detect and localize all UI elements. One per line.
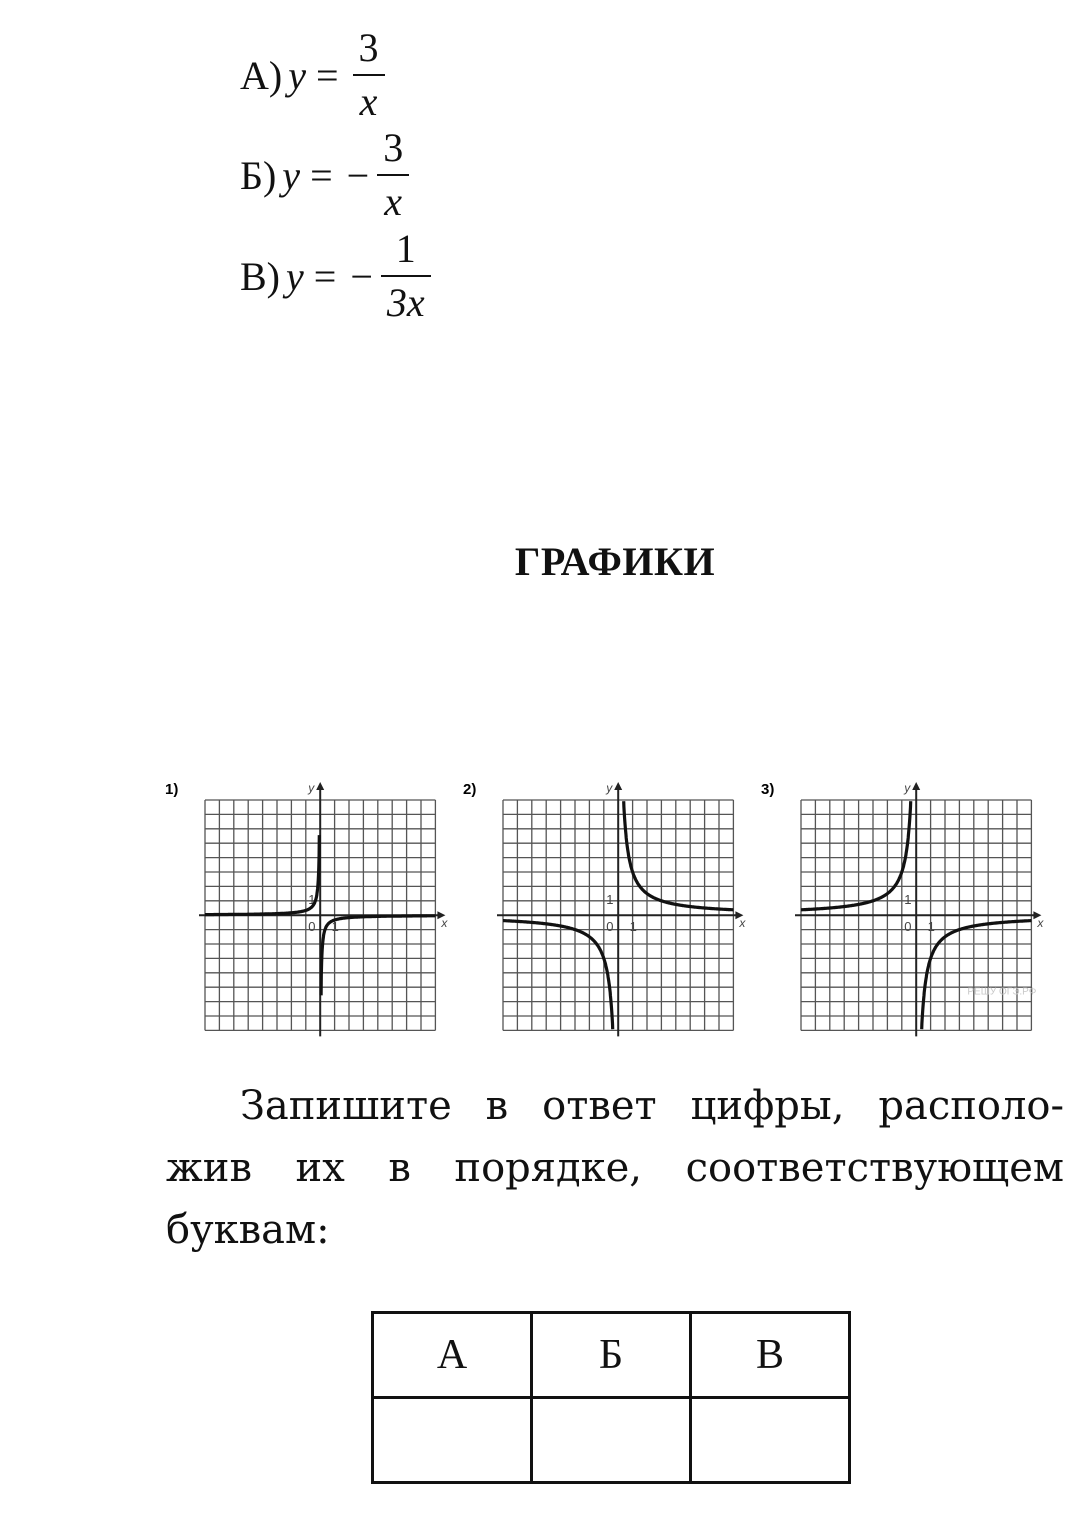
formula-variable: y bbox=[288, 52, 306, 98]
graph-number-label: 1) bbox=[165, 781, 179, 798]
graph-3 bbox=[761, 781, 1044, 1036]
formula-variable: y bbox=[286, 253, 304, 299]
watermark: РЕШУ ОГЭ.РФ bbox=[967, 986, 1037, 998]
y-unit-label: 1 bbox=[904, 891, 912, 907]
formula-equals: = bbox=[310, 152, 333, 198]
graph-2 bbox=[463, 781, 746, 1036]
section-heading: ГРАФИКИ bbox=[514, 539, 716, 584]
answer-header-a: А bbox=[373, 1313, 532, 1398]
formula-equals: = bbox=[315, 52, 339, 98]
formula-a bbox=[240, 27, 385, 123]
answer-cell-v[interactable] bbox=[691, 1398, 850, 1483]
y-unit-label: 1 bbox=[606, 891, 614, 907]
formula-label: Б) bbox=[240, 152, 277, 198]
formula-variable: y bbox=[282, 152, 301, 198]
origin-label: 0 bbox=[904, 919, 912, 935]
formula-label: А) bbox=[240, 52, 283, 98]
y-axis-label: y bbox=[606, 781, 613, 795]
formula-v bbox=[240, 228, 431, 324]
formula-fraction bbox=[353, 25, 385, 124]
instruction-text: Запишите в ответ цифры, располо-жив их в порядке, соответствующем буквам: bbox=[166, 1083, 1064, 1253]
graphs-row bbox=[160, 770, 1060, 1040]
fraction-denominator: 3x bbox=[386, 280, 425, 325]
formula-minus-sign: − bbox=[346, 152, 370, 198]
formula-fraction bbox=[377, 125, 409, 224]
formula-b bbox=[240, 127, 409, 223]
formula-fraction bbox=[381, 226, 431, 325]
graph-1 bbox=[165, 781, 448, 1036]
x-axis-label: x bbox=[1037, 916, 1044, 931]
x-unit-label: 1 bbox=[629, 919, 637, 935]
hyperbola-branch-2 bbox=[624, 801, 734, 910]
graph-number-label: 3) bbox=[761, 781, 775, 798]
fraction-numerator: 3 bbox=[358, 25, 379, 70]
y-axis-arrow bbox=[912, 782, 920, 790]
answer-table-input-row bbox=[373, 1398, 850, 1483]
formula-label: В) bbox=[240, 253, 280, 299]
hyperbola-branch-1 bbox=[801, 801, 911, 910]
hyperbola-branch-1 bbox=[503, 921, 613, 1030]
y-axis-label: y bbox=[308, 781, 315, 795]
answer-header-v: В bbox=[691, 1313, 850, 1398]
x-axis-label: x bbox=[441, 916, 448, 931]
y-axis-arrow bbox=[316, 782, 324, 790]
fraction-numerator: 3 bbox=[383, 125, 404, 170]
y-axis-label: y bbox=[904, 781, 911, 795]
origin-label: 0 bbox=[308, 919, 316, 935]
x-unit-label: 1 bbox=[331, 919, 339, 935]
answer-cell-a[interactable] bbox=[373, 1398, 532, 1483]
x-axis-label: x bbox=[739, 916, 746, 931]
answer-cell-b[interactable] bbox=[532, 1398, 691, 1483]
graph-number-label: 2) bbox=[463, 781, 477, 798]
hyperbola-branch-2 bbox=[922, 921, 1032, 1030]
y-unit-label: 1 bbox=[308, 891, 316, 907]
answer-header-b: Б bbox=[532, 1313, 691, 1398]
fraction-denominator: x bbox=[384, 179, 403, 224]
fraction-numerator: 1 bbox=[395, 226, 416, 271]
y-axis-arrow bbox=[614, 782, 622, 790]
answer-table bbox=[371, 1311, 851, 1484]
graphs-figure bbox=[160, 770, 1060, 1040]
formula-equals: = bbox=[313, 253, 337, 299]
origin-label: 0 bbox=[606, 919, 614, 935]
fraction-denominator: x bbox=[359, 79, 378, 124]
formula-minus-sign: − bbox=[350, 253, 373, 299]
answer-table-header-row bbox=[373, 1313, 850, 1398]
x-unit-label: 1 bbox=[927, 919, 935, 935]
